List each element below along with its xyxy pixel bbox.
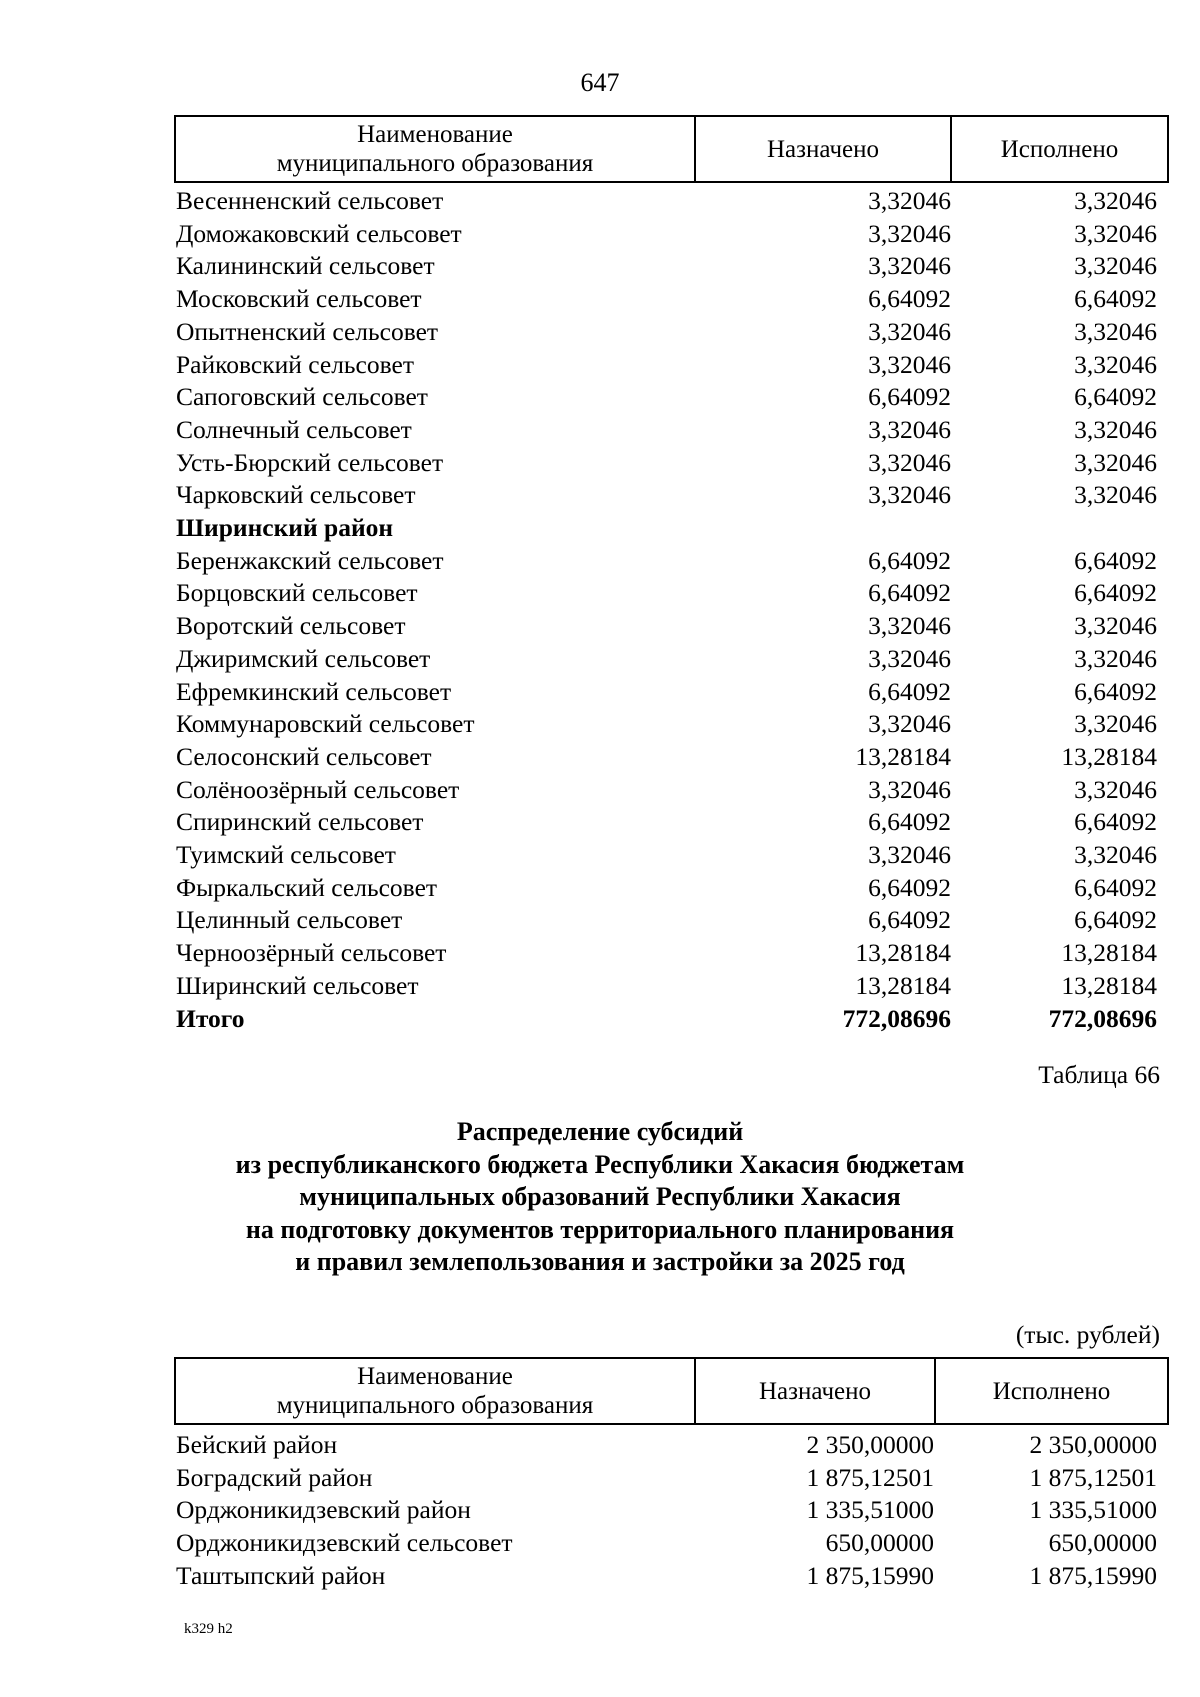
- title-line: муниципальных образований Республики Хакасия: [299, 1182, 901, 1211]
- row-name: Спиринский сельсовет: [176, 807, 424, 837]
- table-row: [176, 1002, 1157, 1035]
- row-name: Солёноозёрный сельсовет: [176, 774, 460, 804]
- table-row: [176, 642, 1157, 675]
- table-row: [176, 217, 1157, 250]
- row-executed: 3,32046: [1074, 316, 1157, 346]
- row-assigned: 6,64092: [868, 545, 951, 575]
- row-name: Таштыпский район: [176, 1560, 386, 1590]
- table-row: [176, 740, 1157, 773]
- row-name: Сапоговский сельсовет: [176, 382, 428, 412]
- table2-title: [0, 1116, 1200, 1279]
- row-assigned: 6,64092: [868, 905, 951, 935]
- row-executed: 6,64092: [1074, 545, 1157, 575]
- row-name: Ефремкинский сельсовет: [176, 676, 452, 706]
- row-name: Воротский сельсовет: [176, 611, 406, 641]
- row-executed: 2 350,00000: [1029, 1430, 1157, 1459]
- table-row: [176, 315, 1157, 348]
- row-executed: 1 875,15990: [1029, 1560, 1157, 1590]
- table-row: [176, 348, 1157, 381]
- table-row: [176, 511, 1157, 544]
- row-name: Московский сельсовет: [176, 284, 422, 314]
- row-executed: 13,28184: [1061, 741, 1157, 771]
- row-assigned: 3,32046: [868, 840, 951, 869]
- row-assigned: 6,64092: [868, 676, 951, 706]
- row-assigned: 13,28184: [855, 938, 951, 968]
- row-name: Беренжакский сельсовет: [176, 545, 444, 575]
- row-name: Фыркальский сельсовет: [176, 872, 438, 902]
- table1-header-executed: Исполнено: [950, 117, 1167, 181]
- row-name: Итого: [176, 1003, 245, 1033]
- row-name: Усть-Бюрский сельсовет: [176, 447, 444, 477]
- table-row: [176, 871, 1157, 904]
- table2-header-name: [176, 1359, 694, 1423]
- row-executed: 6,64092: [1074, 676, 1157, 706]
- title-line: из республиканского бюджета Республики Хакасия бюджетам: [235, 1149, 965, 1179]
- row-name: Чарковский сельсовет: [176, 480, 416, 510]
- row-executed: 3,32046: [1074, 414, 1157, 444]
- table-row: [176, 282, 1157, 315]
- table-row: [176, 380, 1157, 413]
- row-name: Райковский сельсовет: [176, 349, 414, 379]
- row-assigned: 3,32046: [868, 447, 951, 477]
- row-assigned: 1 875,15990: [806, 1560, 934, 1590]
- units-label: (тыс. рублей): [1015, 1320, 1160, 1349]
- row-assigned: 650,00000: [825, 1528, 934, 1558]
- title-line: на подготовку документов территориального планирования: [245, 1214, 955, 1244]
- row-executed: 1 335,51000: [1029, 1495, 1157, 1525]
- row-name: Бейский район: [176, 1430, 338, 1459]
- table-row: [176, 184, 1157, 217]
- row-assigned: 6,64092: [868, 872, 951, 902]
- row-name: Целинный сельсовет: [176, 905, 403, 935]
- row-name: Калининский сельсовет: [176, 251, 435, 281]
- row-name: Коммунаровский сельсовет: [176, 709, 475, 739]
- row-name: Доможаковский сельсовет: [176, 218, 462, 248]
- table-number: Таблица 66: [1038, 1060, 1160, 1089]
- table1-header-name-line2: муниципального образования: [276, 150, 594, 177]
- row-executed: 6,64092: [1074, 382, 1157, 412]
- row-assigned: 772,08696: [842, 1003, 951, 1033]
- row-executed: [951, 511, 1157, 544]
- row-name: Ширинский сельсовет: [176, 970, 419, 1000]
- page-number: 647: [580, 68, 620, 97]
- row-assigned: 6,64092: [868, 578, 951, 608]
- table-row: [176, 1461, 1157, 1494]
- row-assigned: 13,28184: [855, 970, 951, 1000]
- row-assigned: 3,32046: [868, 414, 951, 444]
- row-assigned: 3,32046: [868, 218, 951, 248]
- row-executed: 3,32046: [1074, 447, 1157, 477]
- row-assigned: 6,64092: [868, 807, 951, 837]
- row-executed: 650,00000: [1048, 1528, 1157, 1558]
- title-line: Распределение субсидий: [456, 1117, 744, 1146]
- row-name: Орджоникидзевский район: [176, 1495, 471, 1525]
- row-assigned: 1 335,51000: [806, 1495, 934, 1525]
- row-assigned: 6,64092: [868, 284, 951, 314]
- row-assigned: 3,32046: [868, 186, 951, 215]
- row-executed: 3,32046: [1074, 251, 1157, 281]
- row-name: Селосонский сельсовет: [176, 741, 432, 771]
- table1-header-name: [176, 117, 694, 181]
- row-executed: 3,32046: [1074, 643, 1157, 673]
- table-row: [176, 1428, 1157, 1461]
- footer-code: k329 h2: [184, 1621, 233, 1637]
- row-executed: 3,32046: [1074, 774, 1157, 804]
- row-name: Борцовский сельсовет: [176, 578, 418, 608]
- row-name: Опытненский сельсовет: [176, 316, 439, 346]
- table-row: [176, 576, 1157, 609]
- table2-header-name-line2: муниципального образования: [276, 1392, 594, 1419]
- table-row: [176, 1559, 1157, 1592]
- row-name: Боградский район: [176, 1462, 373, 1492]
- row-executed: 3,32046: [1074, 186, 1157, 215]
- row-executed: 1 875,12501: [1029, 1462, 1157, 1492]
- table2-header-name-line1: Наименование: [357, 1363, 513, 1390]
- table-row: [176, 675, 1157, 708]
- row-executed: 3,32046: [1074, 218, 1157, 248]
- row-assigned: 13,28184: [855, 741, 951, 771]
- table1-header-assigned: Назначено: [694, 117, 950, 181]
- row-executed: 3,32046: [1074, 349, 1157, 379]
- row-executed: 3,32046: [1074, 611, 1157, 641]
- table-row: [176, 446, 1157, 479]
- row-executed: 3,32046: [1074, 840, 1157, 869]
- row-name: Орджоникидзевский сельсовет: [176, 1528, 513, 1558]
- row-executed: 6,64092: [1074, 807, 1157, 837]
- row-name: Ширинский район: [176, 513, 394, 542]
- row-executed: 13,28184: [1061, 970, 1157, 1000]
- row-assigned: 3,32046: [868, 611, 951, 641]
- row-assigned: 3,32046: [868, 643, 951, 673]
- row-name: Джиримский сельсовет: [176, 643, 431, 673]
- table-row: [176, 707, 1157, 740]
- table-row: [176, 1526, 1157, 1559]
- row-assigned: 1 875,12501: [806, 1462, 934, 1492]
- table-row: [176, 805, 1157, 838]
- table-row: [176, 936, 1157, 969]
- table2-header-assigned: Назначено: [694, 1359, 934, 1423]
- row-name: Черноозёрный сельсовет: [176, 938, 447, 968]
- row-name: Солнечный сельсовет: [176, 414, 412, 444]
- row-assigned: 3,32046: [868, 709, 951, 739]
- table-row: [176, 969, 1157, 1002]
- row-name: Туимский сельсовет: [176, 840, 396, 869]
- row-executed: 3,32046: [1074, 709, 1157, 739]
- row-executed: 3,32046: [1074, 480, 1157, 510]
- row-assigned: 3,32046: [868, 251, 951, 281]
- table-row: [176, 903, 1157, 936]
- row-executed: 6,64092: [1074, 578, 1157, 608]
- row-assigned: 3,32046: [868, 349, 951, 379]
- row-assigned: 3,32046: [868, 774, 951, 804]
- table-row: [176, 609, 1157, 642]
- table-row: [176, 1493, 1157, 1526]
- table1-header: [174, 115, 1169, 183]
- row-executed: 13,28184: [1061, 938, 1157, 968]
- table-row: [176, 773, 1157, 806]
- table1-header-name-line1: Наименование: [357, 121, 513, 148]
- table-row: [176, 249, 1157, 282]
- table-row: [176, 544, 1157, 577]
- table-row: [176, 478, 1157, 511]
- row-name: Весенненский сельсовет: [176, 186, 444, 215]
- table2-header-executed: Исполнено: [934, 1359, 1167, 1423]
- row-executed: 6,64092: [1074, 872, 1157, 902]
- title-line: и правил землепользования и застройки за 2025 год: [295, 1247, 905, 1276]
- table-row: [176, 838, 1157, 871]
- row-assigned: 3,32046: [868, 480, 951, 510]
- row-assigned: 6,64092: [868, 382, 951, 412]
- row-executed: 772,08696: [1048, 1003, 1157, 1033]
- row-assigned: 2 350,00000: [806, 1430, 934, 1459]
- row-assigned: 3,32046: [868, 316, 951, 346]
- row-assigned: [696, 511, 951, 544]
- table-row: [176, 413, 1157, 446]
- row-executed: 6,64092: [1074, 284, 1157, 314]
- table2-header: [174, 1357, 1169, 1425]
- row-executed: 6,64092: [1074, 905, 1157, 935]
